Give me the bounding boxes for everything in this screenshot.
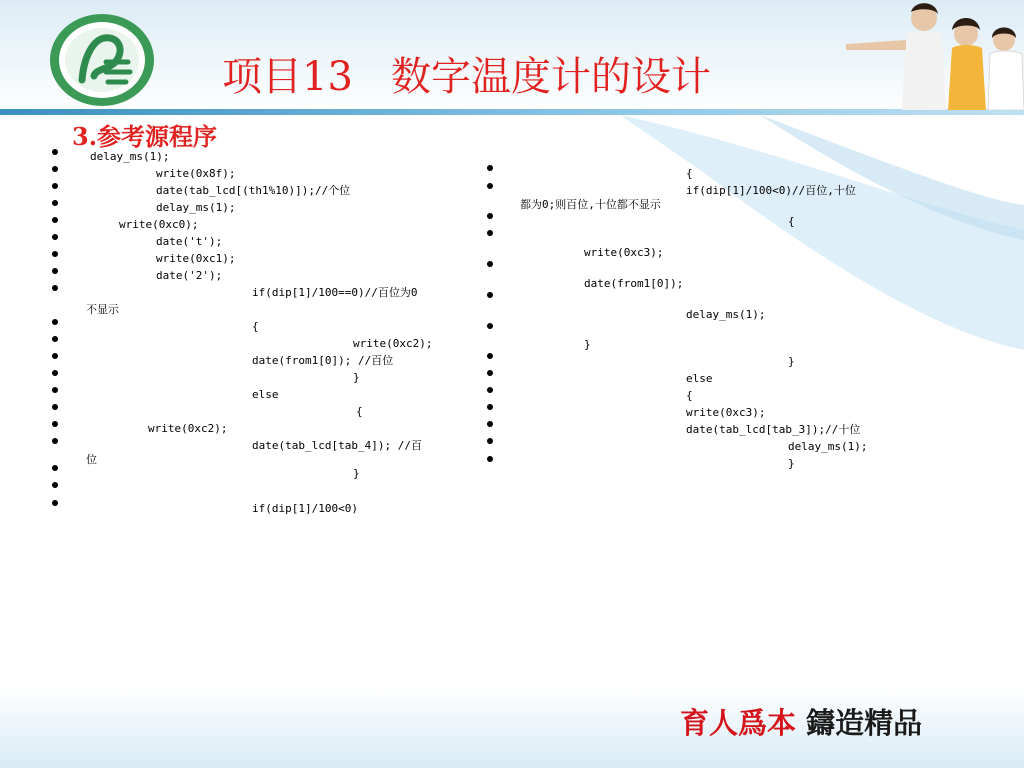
bullet-icon <box>487 183 493 189</box>
code-line: if(dip[1]/100==0)//百位为0 <box>252 286 418 299</box>
bullet-icon <box>487 353 493 359</box>
slogan-red: 育人爲本 <box>680 706 797 740</box>
bullet-icon <box>52 500 58 506</box>
code-line: { <box>252 320 259 333</box>
bullet-icon <box>52 234 58 240</box>
bullet-icon <box>487 213 493 219</box>
code-line: } <box>788 355 795 368</box>
bullet-icon <box>52 387 58 393</box>
bullet-icon <box>52 482 58 488</box>
code-line: date(tab_lcd[tab_3]);//十位 <box>686 423 861 436</box>
bullet-icon <box>487 404 493 410</box>
bullet-icon <box>52 166 58 172</box>
bullet-icon <box>52 319 58 325</box>
code-line: if(dip[1]/100<0)//百位,十位 <box>686 184 856 197</box>
code-line: 都为0;则百位,十位都不显示 <box>520 198 661 211</box>
bullet-icon <box>52 438 58 444</box>
left-code-block <box>86 0 476 520</box>
slide-title: 项目13 数字温度计的设计 <box>222 54 712 100</box>
bullet-icon <box>487 230 493 236</box>
code-line: delay_ms(1); <box>686 308 766 321</box>
code-line: 不显示 <box>86 303 119 316</box>
bullet-icon <box>52 336 58 342</box>
bullet-icon <box>52 251 58 257</box>
bullet-icon <box>487 370 493 376</box>
bullet-icon <box>487 421 493 427</box>
bullet-icon <box>487 438 493 444</box>
code-line: { <box>788 215 795 228</box>
code-line: { <box>686 167 693 180</box>
bullet-icon <box>52 465 58 471</box>
code-line: { <box>686 389 693 402</box>
code-line: write(0xc1); <box>156 252 236 265</box>
section-heading: 3.参考源程序 <box>72 122 218 151</box>
bullet-icon <box>487 292 493 298</box>
bullet-icon <box>52 149 58 155</box>
code-line: write(0xc3); <box>584 246 664 259</box>
code-line: 位 <box>86 453 97 466</box>
code-line: date(tab_lcd[tab_4]); //百 <box>252 439 422 452</box>
bullet-icon <box>487 387 493 393</box>
code-line: } <box>584 338 591 351</box>
code-line: write(0xc3); <box>686 406 766 419</box>
bullet-icon <box>52 217 58 223</box>
code-line: write(0xc2); <box>353 337 433 350</box>
code-line: date('2'); <box>156 269 223 282</box>
code-line: date(from1[0]); //百位 <box>252 354 394 367</box>
bullet-icon <box>52 285 58 291</box>
bullet-icon <box>52 353 58 359</box>
bullet-icon <box>52 183 58 189</box>
code-line: { <box>356 405 363 418</box>
bullet-icon <box>487 456 493 462</box>
code-line: date(from1[0]); <box>584 277 684 290</box>
code-line: write(0xc0); <box>119 218 199 231</box>
code-line: write(0x8f); <box>156 167 236 180</box>
bullet-icon <box>52 200 58 206</box>
code-line: delay_ms(1); <box>90 150 170 163</box>
code-line: if(dip[1]/100<0) <box>252 502 358 515</box>
code-line: date('t'); <box>156 235 223 248</box>
code-line: delay_ms(1); <box>156 201 236 214</box>
bullet-icon <box>52 268 58 274</box>
code-line: else <box>252 388 279 401</box>
code-line: } <box>353 467 360 480</box>
footer-slogan <box>680 703 922 743</box>
slogan-black: 鑄造精品 <box>806 706 923 740</box>
bullet-icon <box>52 421 58 427</box>
code-line: write(0xc2); <box>148 422 228 435</box>
code-line: date(tab_lcd[(th1%10)]);//个位 <box>156 184 351 197</box>
bullet-icon <box>487 323 493 329</box>
code-line: } <box>788 457 795 470</box>
code-line: delay_ms(1); <box>788 440 868 453</box>
code-line: else <box>686 372 713 385</box>
bullet-icon <box>52 370 58 376</box>
right-code-block <box>520 0 920 480</box>
bullet-icon <box>487 165 493 171</box>
bullet-icon <box>52 404 58 410</box>
bullet-icon <box>487 261 493 267</box>
code-line: } <box>353 371 360 384</box>
